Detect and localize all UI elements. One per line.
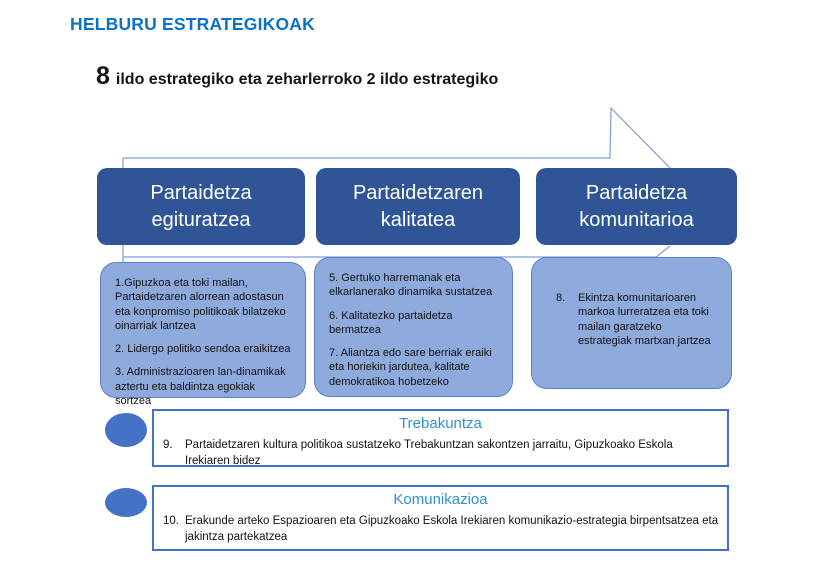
pillar-item: 6. Kalitatezko partaidetza bermatzea (329, 309, 453, 336)
bullet-ellipse-icon (105, 488, 147, 517)
pillar-items-komunitarioa (531, 257, 732, 389)
item-number: 8. (556, 292, 566, 304)
subtitle-text: ildo estrategiko eta zeharlerroko 2 ildo estrategiko (115, 71, 499, 88)
pillar-header-egituratzea (97, 168, 305, 245)
pillar-items-egituratzea (100, 262, 306, 408)
pillar-header-kalitatea (316, 168, 520, 245)
bullet-ellipse-icon (105, 413, 147, 447)
pillar-item: 2. Lidergo politiko sendoa eraikitzea (115, 343, 291, 356)
item-text: Partaidetzaren kultura politikoa sustatzeko Trebakuntzan sakontzen jarraitu, Gipuzkoako Eskola Irekiaren bidez (185, 439, 673, 467)
pillar-item: 7. Aliantza edo sare berriak eraiki eta horiekin jardutea, kalitate demokratikoa hobetzeko (329, 347, 492, 388)
banner-item (154, 514, 727, 545)
pillar-item: 3. Administrazioaren lan-dinamikak aztertu eta baldintza egokiak sortzea (115, 366, 286, 408)
item-text: Ekintza komunitarioaren markoa lurreratzea eta toki mailan garatzeko estrategiak martxan jartzea (578, 292, 711, 347)
pillar-header-label: Partaidetza egituratzea (150, 181, 252, 231)
banner-trebakuntza (152, 409, 729, 467)
page-title: HELBURU ESTRATEGIKOAK (70, 14, 315, 34)
pillar-header-label: Partaidetza komunitarioa (579, 181, 694, 231)
banner-title: Komunikazioa (393, 491, 488, 508)
item-text: Erakunde arteko Espazioaren eta Gipuzkoako Eskola Irekiaren komunikazio-estrategia birpentsatzea eta jakintza partekatzea (185, 515, 719, 543)
pillar-header-komunitarioa (536, 168, 737, 245)
banner-item (154, 438, 727, 469)
banner-komunikazioa (152, 485, 729, 551)
pillar-header-label: Partaidetzaren kalitatea (352, 181, 484, 231)
item-number: 10. (163, 515, 179, 527)
pillar-items-kalitatea (314, 257, 513, 397)
banner-title: Trebakuntza (399, 415, 482, 432)
pillar-item: 1.Gipuzkoa eta toki mailan, Partaidetzaren alorrean adostasun eta konpromiso politikoak bilatzeko oinarriak lantzea (115, 277, 286, 332)
item-number: 9. (163, 439, 173, 451)
pillar-item (556, 291, 713, 348)
pillar-item: 5. Gertuko harremanak eta elkarlanerako dinamika sustatzea (329, 272, 493, 299)
subtitle-number: 8 (96, 62, 110, 90)
